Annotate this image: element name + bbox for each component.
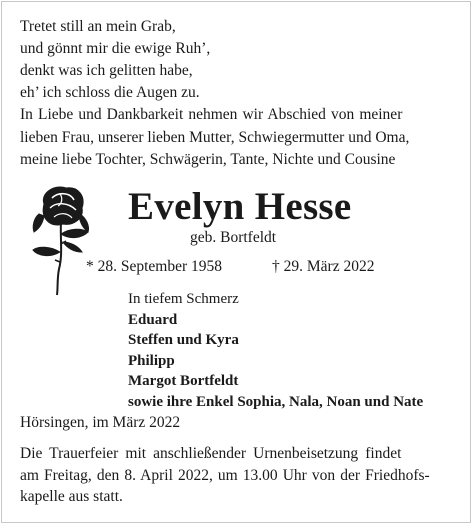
funeral-info: [20, 443, 430, 508]
poem-line: eh’ ich schloss die Augen zu.: [20, 84, 200, 101]
mourner-name: sowie ihre Enkel Sophia, Nala, Noan und Nate: [128, 393, 424, 410]
poem-line: und gönnt mir die ewige Ruh’,: [20, 40, 211, 57]
death-date: † 29. März 2022: [272, 258, 375, 275]
mourner-name: Philipp: [128, 352, 175, 369]
place-date: Hörsingen, im März 2022: [20, 414, 181, 431]
funeral-line: Die Trauerfeier mit anschließender Urnenbeisetzung findet: [20, 445, 402, 462]
mourners-block: [128, 289, 423, 412]
poem-line: denkt was ich gelitten habe,: [20, 62, 193, 79]
farewell-line: In Liebe und Dankbarkeit nehmen wir Abschied von meiner: [20, 106, 403, 123]
poem: [20, 16, 210, 104]
rose-icon: [30, 184, 92, 296]
mourner-name: Margot Bortfeldt: [128, 373, 239, 389]
farewell-text: [20, 104, 460, 172]
funeral-line: kapelle aus statt.: [20, 488, 123, 505]
poem-line: Tretet still an mein Grab,: [20, 18, 176, 35]
funeral-line: am Freitag, den 8. April 2022, um 13.00 Uhr von der Friedhofs-: [20, 466, 430, 484]
mourner-name: Steffen und Kyra: [128, 332, 239, 348]
mourners-intro: In tiefem Schmerz: [128, 291, 239, 307]
maiden-name: geb. Bortfeldt: [190, 229, 277, 246]
farewell-line: meine liebe Tochter, Schwägerin, Tante, Nichte und Cousine: [20, 151, 396, 168]
birth-date: * 28. September 1958: [86, 258, 223, 275]
farewell-line: lieben Frau, unserer lieben Mutter, Schwiegermutter und Oma,: [20, 128, 410, 146]
mourner-name: Eduard: [128, 311, 178, 328]
deceased-name: Evelyn Hesse: [128, 185, 352, 228]
